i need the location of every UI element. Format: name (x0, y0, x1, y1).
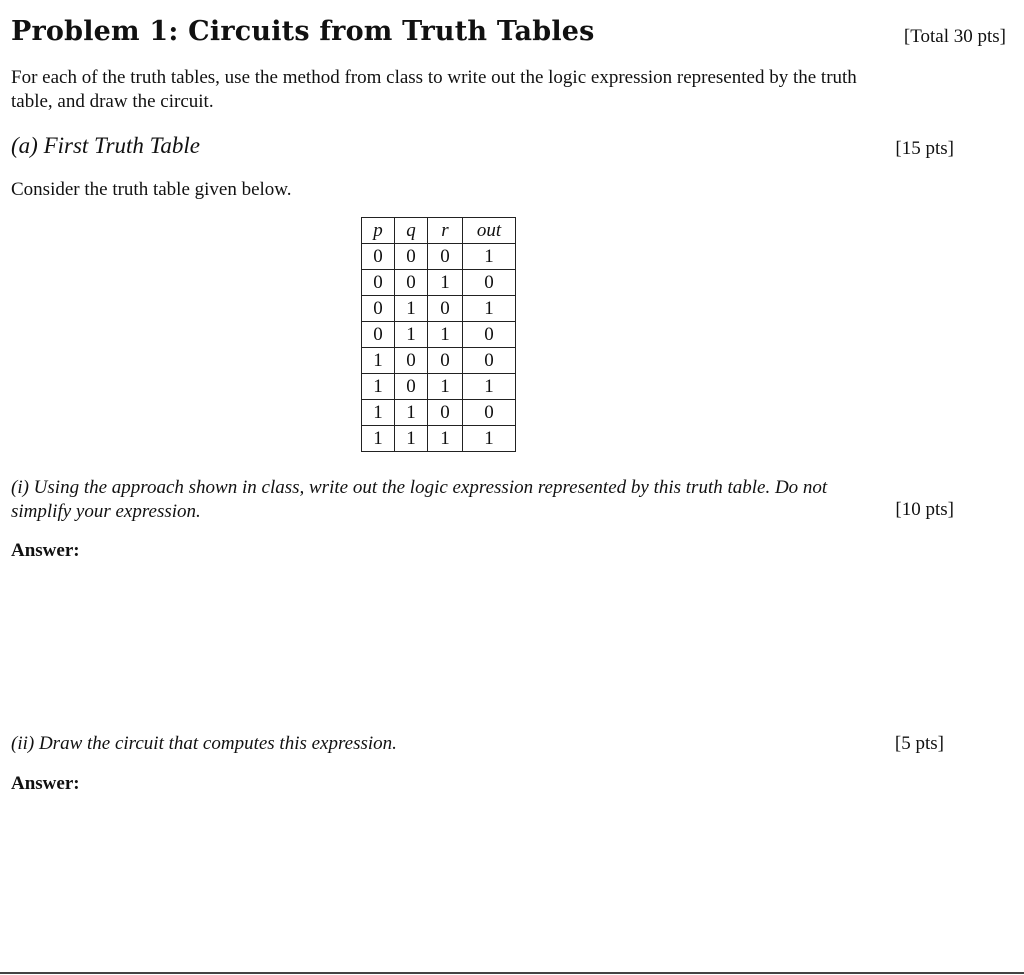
cell-out: 0 (463, 400, 516, 426)
cell-q: 1 (395, 296, 428, 322)
page-title: Problem 1: Circuits from Truth Tables (11, 16, 595, 47)
cell-p: 1 (362, 400, 395, 426)
cell-p: 1 (362, 374, 395, 400)
cell-q: 1 (395, 426, 428, 452)
cell-p: 0 (362, 270, 395, 296)
intro-paragraph: For each of the truth tables, use the method from class to write out the logic expression represented by the truth table, and draw the circuit. (11, 67, 857, 112)
header-out: out (463, 218, 516, 244)
cell-out: 1 (463, 426, 516, 452)
table-row (362, 426, 516, 452)
header-p: p (362, 218, 395, 244)
cell-out: 0 (463, 348, 516, 374)
part-a-title: (a) First Truth Table (11, 133, 200, 158)
table-row (362, 322, 516, 348)
cell-p: 0 (362, 322, 395, 348)
cell-p: 1 (362, 348, 395, 374)
cell-p: 0 (362, 296, 395, 322)
cell-q: 0 (395, 244, 428, 270)
cell-r: 1 (428, 270, 463, 296)
consider-text: Consider the truth table given below. (11, 179, 292, 200)
cell-out: 1 (463, 374, 516, 400)
truth-table (361, 217, 516, 452)
cell-q: 1 (395, 322, 428, 348)
table-row (362, 244, 516, 270)
cell-q: 1 (395, 400, 428, 426)
cell-out: 1 (463, 244, 516, 270)
cell-q: 0 (395, 374, 428, 400)
cell-r: 0 (428, 400, 463, 426)
page-bottom-rule (0, 972, 1024, 974)
cell-out: 1 (463, 296, 516, 322)
question-ii-answer-label: Answer: (11, 773, 80, 794)
cell-p: 0 (362, 244, 395, 270)
cell-q: 0 (395, 270, 428, 296)
table-row (362, 296, 516, 322)
cell-r: 1 (428, 322, 463, 348)
total-points: [Total 30 pts] (903, 26, 1006, 47)
cell-r: 0 (428, 296, 463, 322)
table-row (362, 400, 516, 426)
question-i-text: (i) Using the approach shown in class, write out the logic expression represented by this truth table. Do not simplify your expression. (11, 477, 828, 522)
header-q: q (395, 218, 428, 244)
table-row (362, 270, 516, 296)
cell-q: 0 (395, 348, 428, 374)
table-row (362, 348, 516, 374)
question-i-answer-label: Answer: (11, 540, 80, 561)
table-row (362, 374, 516, 400)
cell-out: 0 (463, 270, 516, 296)
cell-r: 1 (428, 374, 463, 400)
cell-p: 1 (362, 426, 395, 452)
cell-r: 0 (428, 348, 463, 374)
header-r: r (428, 218, 463, 244)
cell-r: 0 (428, 244, 463, 270)
cell-out: 0 (463, 322, 516, 348)
truth-table-header-row (362, 218, 516, 244)
part-a-points: [15 pts] (895, 138, 954, 159)
question-i-points: [10 pts] (895, 499, 954, 520)
cell-r: 1 (428, 426, 463, 452)
question-ii-points: [5 pts] (894, 733, 944, 754)
question-ii-text: (ii) Draw the circuit that computes this expression. (11, 733, 397, 754)
